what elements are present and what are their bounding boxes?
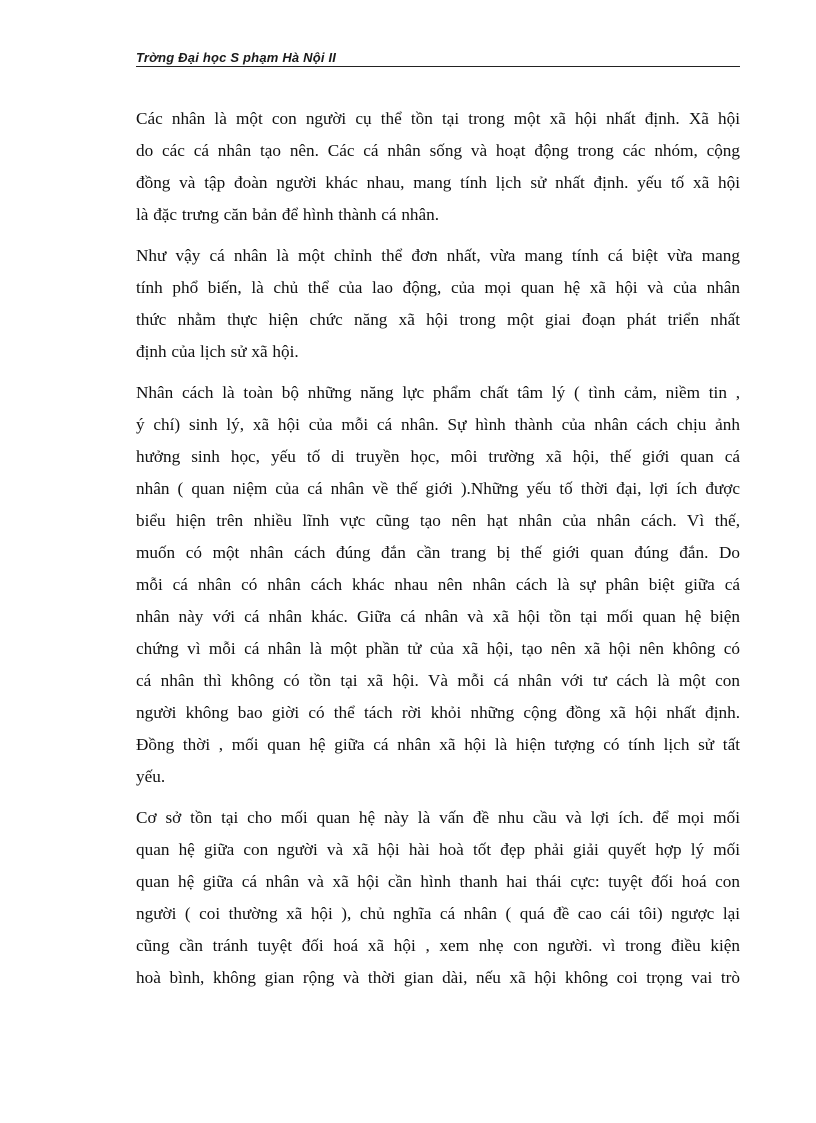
text-line: đồng và tập đoàn người khác nhau, mang tính lịch sử nhất định. yếu tố xã hội	[136, 173, 740, 192]
header-rule	[136, 66, 740, 67]
text-line: quan hệ giữa cá nhân và xã hội cần hình thanh hai thái cực: tuyệt đối hoá con	[136, 872, 740, 891]
text-line: do các cá nhân tạo nên. Các cá nhân sống và hoạt động trong các nhóm, cộng	[136, 141, 740, 160]
text-line: chứng vì mỗi cá nhân là một phần tử của xã hội, tạo nên xã hội nên không có	[136, 639, 740, 658]
body-text	[136, 103, 740, 1003]
text-line: Cơ sở tồn tại cho mối quan hệ này là vấn đề nhu cầu và lợi ích. để mọi mối	[136, 808, 740, 827]
text-line: Nhân cách là toàn bộ những năng lực phẩm chất tâm lý ( tình cảm, niềm tin ,	[136, 383, 740, 402]
text-line: mỗi cá nhân có nhân cách khác nhau nên nhân cách là sự phân biệt giữa cá	[136, 575, 740, 594]
text-line: nhân ( quan niệm của cá nhân về thế giới ).Những yếu tố thời đại, lợi ích được	[136, 479, 740, 498]
text-line: cũng cần tránh tuyệt đối hoá xã hội , xem nhẹ con người. vì trong điều kiện	[136, 936, 740, 955]
text-line: tính phổ biến, là chủ thể của lao động, của mọi quan hệ xã hội và của nhân	[136, 278, 740, 297]
text-line: Đồng thời , mối quan hệ giữa cá nhân xã hội là hiện tượng có tính lịch sử tất	[136, 735, 740, 754]
text-line: quan hệ giữa con người và xã hội hài hoà tốt đẹp phải giải quyết hợp lý mối	[136, 840, 740, 859]
text-line: người không bao giời có thể tách rời khỏi những cộng đồng xã hội nhất định.	[136, 703, 740, 722]
text-line: biểu hiện trên nhiều lĩnh vực cũng tạo nên hạt nhân của nhân cách. Vì thế,	[136, 511, 740, 530]
running-header: Trờng Đại học S phạm Hà Nội II	[136, 50, 337, 65]
text-line: là đặc trưng căn bản để hình thành cá nhân.	[136, 205, 440, 224]
text-line: cá nhân thì không có tồn tại xã hội. Và mỗi cá nhân với tư cách là một con	[136, 671, 740, 690]
text-line: hưởng sinh học, yếu tố di truyền học, môi trường xã hội, thế giới quan cá	[136, 447, 740, 466]
paragraph-1	[136, 103, 740, 231]
text-line: người ( coi thường xã hội ), chủ nghĩa cá nhân ( quá đề cao cái tôi) ngược lại	[136, 904, 740, 923]
text-line: Như vậy cá nhân là một chỉnh thể đơn nhất, vừa mang tính cá biệt vừa mang	[136, 246, 740, 265]
paragraph-3	[136, 377, 740, 793]
text-line: hoà bình, không gian rộng và thời gian dài, nếu xã hội không coi trọng vai trò	[136, 968, 740, 987]
text-line: Các nhân là một con người cụ thể tồn tại trong một xã hội nhất định. Xã hội	[136, 109, 740, 128]
text-line: ý chí) sinh lý, xã hội của mỗi cá nhân. Sự hình thành của nhân cách chịu ảnh	[136, 415, 740, 434]
text-line: yếu.	[136, 767, 166, 786]
paragraph-2	[136, 240, 740, 368]
text-line: thức nhằm thực hiện chức năng xã hội trong một giai đoạn phát triển nhất	[136, 310, 740, 329]
text-line: nhân này với cá nhân khác. Giữa cá nhân và xã hội tồn tại mối quan hệ biện	[136, 607, 740, 626]
text-line: muốn có một nhân cách đúng đắn cần trang bị thế giới quan đúng đắn. Do	[136, 543, 740, 562]
paragraph-4	[136, 802, 740, 994]
text-line: định của lịch sử xã hội.	[136, 342, 299, 361]
